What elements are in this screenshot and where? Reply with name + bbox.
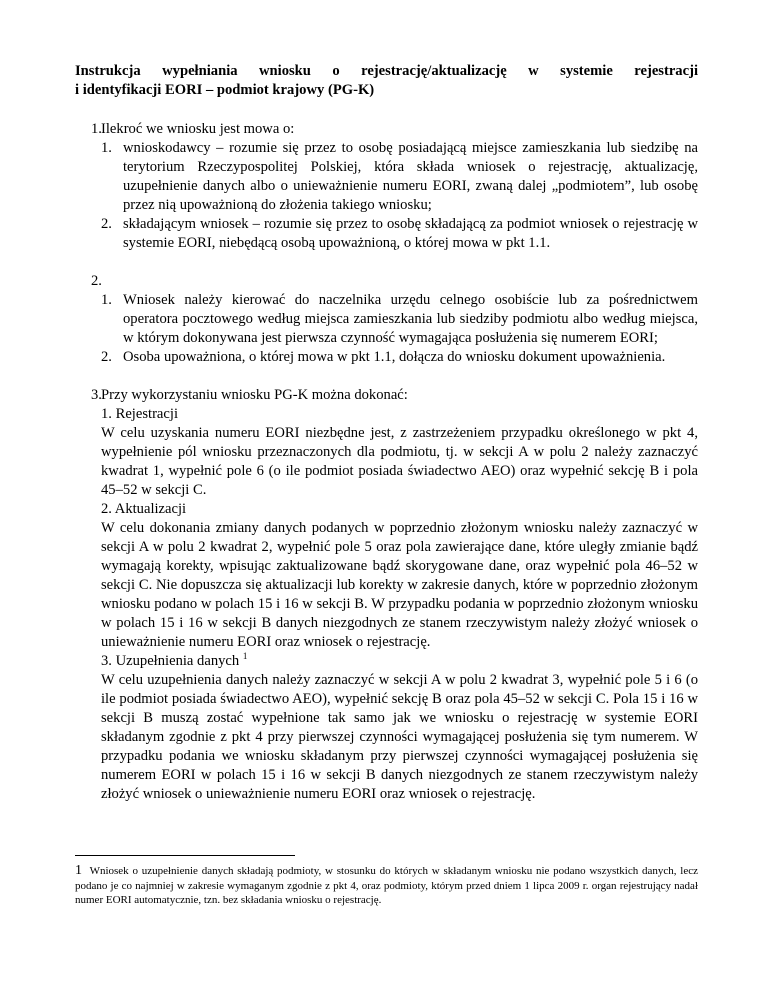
item-number: 2. [101,349,112,365]
item-number: 2. [101,216,112,232]
subheading-registration: 1. Rejestracji [101,406,178,422]
title-line-2: i identyfikacji EORI – podmiot krajowy (PG-K) [75,82,375,98]
section-2 [75,272,698,367]
footnote-reference[interactable]: 1 [242,651,248,662]
subheading-supplement [101,652,698,671]
list-item [101,215,698,253]
item-text: wnioskodawcy – rozumie się przez to osobę posiadającą miejsce zamieszkania lub siedzibę na terytorium Rzeczypospolitej Polskiej, która składa wniosek o rejestrację, aktualizację, uzupełnienie danych albo o unieważnienie numeru EORI, zwaną dalej „podmiotem”, lub osobę przez nią upoważnioną do złożenia takiego wniosku; [123,140,698,213]
list-item [101,139,698,215]
section-number: 1. [91,121,102,137]
document-body [75,62,698,823]
footnote-text: Wniosek o uzupełnienie danych składają podmioty, w stosunku do których w składanym wniosku nie podano wszystkich danych, lecz podano je co najmniej w zakresie wymaganym zgodnie z pkt 4, oraz podmioty, którym przed dniem 1 lipca 2009 r. organ rejestrujący nadał numer EORI automatycznie, tzn. bez składania wniosku o rejestrację. [75,865,698,906]
item-text: Osoba upoważniona, o której mowa w pkt 1.1, dołącza do wniosku dokument upoważnienia. [123,349,666,365]
document-title [75,62,698,100]
footnote-separator [75,855,295,856]
instruction-list [75,120,698,804]
item-text: składającym wniosek – rozumie się przez to osobę składającą za podmiot wniosek o rejestrację w systemie EORI, niebędącą osobą upoważnioną, o której mowa w pkt 1.1. [123,216,698,251]
section-3-intro: Przy wykorzystaniu wniosku PG-K można dokonać: [101,387,408,403]
subheading-supplement-text: 3. Uzupełnienia danych [101,653,240,669]
paragraph-registration: W celu uzyskania numeru EORI niezbędne jest, z zastrzeżeniem przypadku określonego w pkt 4, wypełnienie pól wniosku przeznaczonych dla podmiotu, tj. w sekcji A w polu 2 należy zaznaczyć kwadrat 1, wypełnić pole 6 (o ile podmiot posiada świadectwo AEO) oraz wypełnić sekcję B i pola 45–52 w sekcji C. [101,425,698,498]
section-3 [75,386,698,804]
section-number: 2. [91,273,102,289]
section-1-sublist [101,139,698,253]
section-number: 3. [91,387,102,403]
title-line-1: Instrukcja wypełniania wniosku o rejestrację/aktualizację w systemie rejestracji [75,63,698,79]
section-1-intro: Ilekroć we wniosku jest mowa o: [101,121,295,137]
list-item [101,348,698,367]
section-2-sublist [101,291,698,367]
item-text: Wniosek należy kierować do naczelnika urzędu celnego osobiście lub za pośrednictwem operatora pocztowego według miejsca zamieszkania lub siedziby podmiotu albo według miejsca, w którym dokonywana jest pierwsza czynność wymagająca posłużenia się numerem EORI; [123,292,698,346]
subheading-update: 2. Aktualizacji [101,501,187,517]
item-number: 1. [101,140,112,156]
footnote-number: 1 [75,863,82,878]
footnote [75,864,698,908]
paragraph-update: W celu dokonania zmiany danych podanych w poprzednio złożonym wniosku należy zaznaczyć w sekcji A w polu 2 kwadrat 2, wypełnić pole 5 oraz pola zawierające dane, które uległy zmianie bądź wymagają korekty, wpisując zaktualizowane bądź skorygowane dane, oraz wypełnić pola 46–52 w sekcji C. Nie dopuszcza się aktualizacji lub korekty w zakresie danych, które w poprzednio złożonym wniosku podano w polach 15 i 16 w sekcji B. W przypadku podania w poprzednio złożonym wniosku w polach 15 i 16 w sekcji B danych niezgodnych ze stanem rzeczywistym należy złożyć wniosek o unieważnienie numeru EORI oraz wniosek o rejestrację. [101,520,698,650]
list-item [101,291,698,348]
paragraph-supplement: W celu uzupełnienia danych należy zaznaczyć w sekcji A w polu 2 kwadrat 3, wypełnić pole 5 i 6 (o ile podmiot posiada świadectwo AEO), wypełnić sekcję B oraz pola 45–52 w sekcji C. Pola 15 i 16 w sekcji B muszą zostać wypełnione tak samo jak we wniosku o rejestrację w systemie EORI składanym zgodnie z pkt 4 przy pierwszej czynności wymagającej posłużenia się tym numerem. W przypadku podania we wniosku składanym przy pierwszej czynności wymagającej posłużenia się numerem EORI w polach 15 i 16 w sekcji B danych niezgodnych ze stanem rzeczywistym należy złożyć wniosek o unieważnienie numeru EORI oraz wniosek o rejestrację. [101,672,698,802]
section-1 [75,120,698,253]
item-number: 1. [101,292,112,308]
